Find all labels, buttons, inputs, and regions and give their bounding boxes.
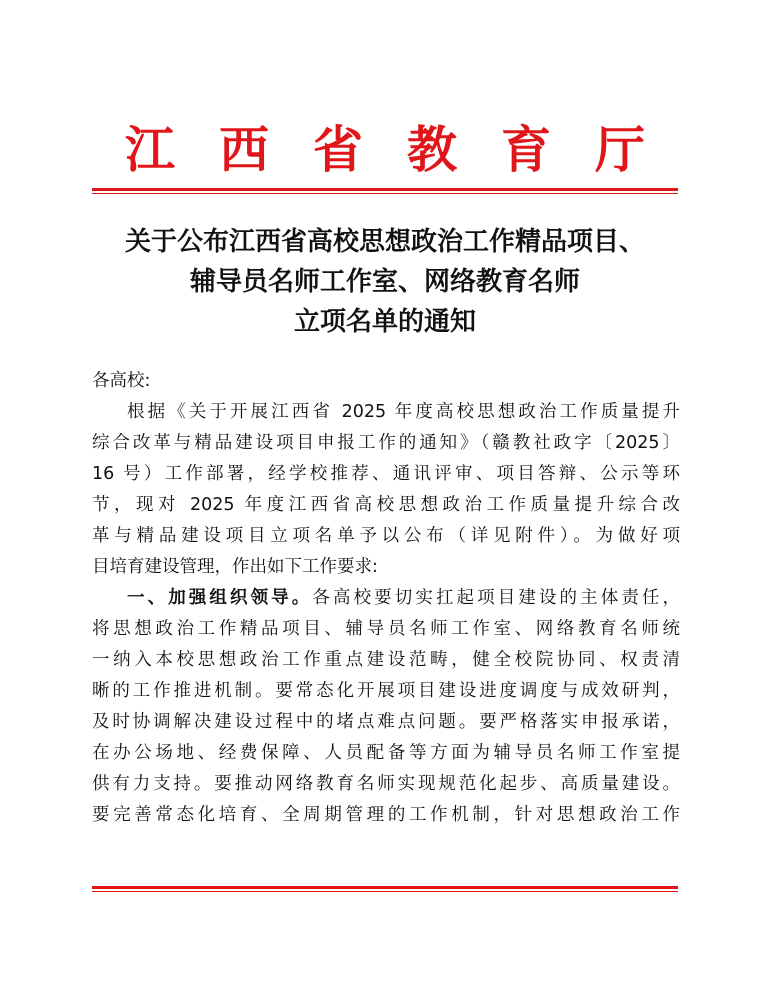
masthead-divider-thick: [92, 188, 678, 191]
paragraph-line: 16 号）工作部署，经学校推荐、通讯评审、项目答辩、公示等环: [92, 464, 680, 484]
paragraph-line: 晰的工作推进机制。要常态化开展项目建设进度调度与成效研判，: [92, 681, 680, 701]
paragraph-line: 一纳入本校思想政治工作重点建设范畴，健全校院协同、权责清: [92, 650, 680, 670]
masthead-char: 江: [125, 120, 175, 179]
masthead-char: 省: [313, 120, 363, 179]
masthead-char: 教: [407, 120, 457, 179]
paragraph-line: 节，现对 2025 年度江西省高校思想政治工作质量提升综合改: [92, 495, 680, 515]
paragraph-line: 根据《关于开展江西省 2025 年度高校思想政治工作质量提升: [127, 402, 680, 422]
masthead-divider-thin: [92, 193, 678, 194]
paragraph-line: [92, 583, 680, 614]
paragraph-line: 目培育建设管理，作出如下工作要求:: [92, 557, 378, 577]
masthead-char: 厅: [595, 120, 645, 179]
notice-title-line: 立项名单的通知: [293, 307, 476, 337]
paragraph-line: 要完善常态化培育、全周期管理的工作机制，针对思想政治工作: [92, 805, 680, 825]
notice-title: [92, 222, 678, 342]
paragraph-line: 及时协调解决建设过程中的堵点难点问题。要严格落实申报承诺，: [92, 712, 680, 732]
paragraph-text: 各高校要切实扛起项目建设的主体责任，: [312, 588, 680, 608]
salutation: 各高校:: [92, 371, 151, 391]
paragraph-line: 在办公场地、经费保障、人员配备等方面为辅导员名师工作室提: [92, 743, 680, 763]
notice-title-line: 辅导员名师工作室、网络教育名师: [189, 267, 580, 297]
paragraph-line: 供有力支持。要推动网络教育名师实现规范化起步、高质量建设。: [92, 774, 680, 794]
masthead-char: 育: [501, 120, 551, 179]
footer-divider-thin: [92, 891, 678, 892]
section-heading: 一、加强组织领导。: [127, 588, 313, 608]
paragraph-line: 综合改革与精品建设项目申报工作的通知》（赣教社政字〔2025〕: [92, 433, 680, 453]
notice-body: [92, 366, 680, 831]
masthead-char: 西: [219, 120, 269, 179]
notice-title-line: 关于公布江西省高校思想政治工作精品项目、: [124, 227, 645, 257]
paragraph-line: 革与精品建设项目立项名单予以公布（详见附件）。为做好项: [92, 526, 680, 546]
footer-divider-thick: [92, 886, 678, 889]
masthead-title: [92, 118, 678, 182]
paragraph-line: 将思想政治工作精品项目、辅导员名师工作室、网络教育名师统: [92, 619, 680, 639]
